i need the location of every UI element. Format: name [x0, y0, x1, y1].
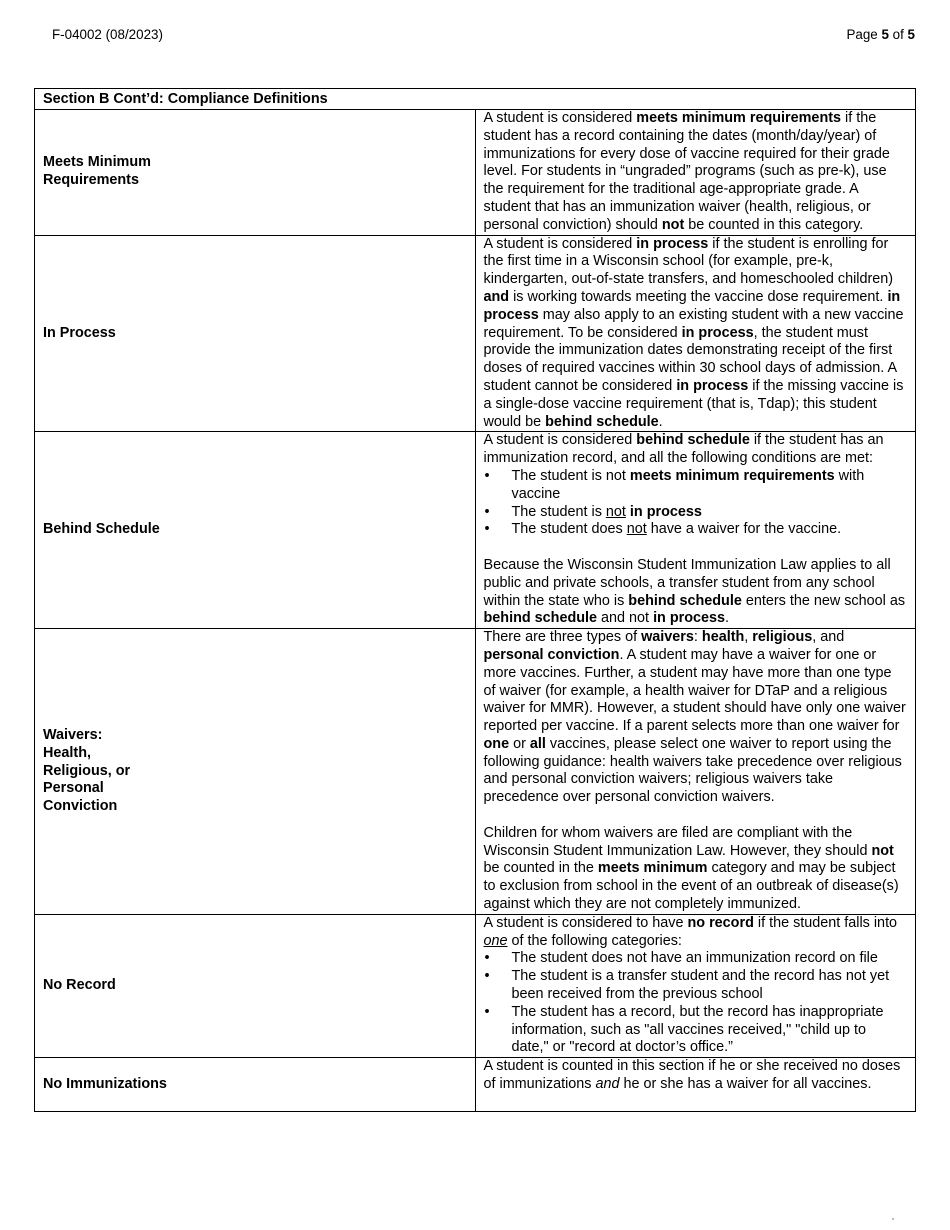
section-title-row	[35, 89, 916, 110]
list-item: • The student has a record, but the record has inappropriate information, such as "all vaccines received," "child up to date," or "record at doctor’s office.”	[484, 1004, 908, 1057]
table-row	[35, 110, 916, 236]
table-row	[35, 235, 916, 432]
definition-waivers: There are three types of waivers: health, religious, and personal conviction. A student may have a waiver for one or more vaccines. Further, a student may have more than one type of waiver (for example, a health waiver for DTaP and a religious waiver for MMR). However, a student should have only one waiver reported per vaccine. If a parent selects more than one waiver for one or all vaccines, please select one waiver to report using the following guidance: health waivers take precedence over religious and personal conviction waivers; religious waivers take precedence over personal conviction waivers. Children for whom waivers are filed are compliant with the Wisconsin Student Immunization Law. However, they should not be counted in the meets minimum category and may be subject to exclusion from school in the event of an outbreak of disease(s) against which they are not completely immunized.	[475, 629, 916, 915]
table-row	[35, 914, 916, 1057]
term-behind-schedule: Behind Schedule	[35, 432, 476, 629]
term-in-process: In Process	[35, 235, 476, 432]
section-title: Section B Cont’d: Compliance Definitions	[35, 89, 916, 110]
list-item: • The student is a transfer student and the record has not yet been received from the previous school	[484, 968, 908, 1004]
form-id: F-04002 (08/2023)	[52, 27, 163, 42]
definition-in-process: A student is considered in process if the student is enrolling for the first time in a Wisconsin school (for example, pre-k, kindergarten, out-of-state transfers, and homeschooled children) and is working towards meeting the vaccine dose requirement. in process may also apply to an existing student with a new vaccine requirement. To be considered in process, the student must provide the immunization dates demonstrating receipt of the first doses of required vaccines within 30 school days of admission. A student cannot be considered in process if the missing vaccine is a single-dose vaccine requirement (that is, Tdap); this student would be behind schedule.	[475, 235, 916, 432]
list-item: • The student does not have a waiver for the vaccine.	[484, 521, 908, 539]
definition-meets-minimum: A student is considered meets minimum requirements if the student has a record containing the dates (month/day/year) of immunizations for every dose of vaccine required for their grade level. For students in “ungraded” programs (such as pre-k), use the requirement for the traditional age-appropriate grade. A student that has an immunization waiver (health, religious, or personal conviction) should not be counted in this category.	[475, 110, 916, 236]
table-row	[35, 432, 916, 629]
definition-behind-schedule: A student is considered behind schedule if the student has an immunization record, and all the following conditions are met: • The student is not meets minimum requirements with vaccine • The student is not in process • The student does not have a waiver for the vaccine. Because the Wisconsin Student Immunization Law applies to all public and private schools, a transfer student from any school within the state who is behind schedule enters the new school as behind schedule and not in process.	[475, 432, 916, 629]
term-no-record: No Record	[35, 914, 476, 1057]
page-number: Page 5 of 5	[846, 27, 915, 42]
table-row	[35, 1058, 916, 1112]
term-waivers: Waivers: Health, Religious, or Personal Conviction	[35, 629, 476, 915]
compliance-definitions-table	[34, 88, 916, 1112]
definition-no-immunizations: A student is counted in this section if he or she received no doses of immunizations and he or she has a waiver for all vaccines.	[475, 1058, 916, 1112]
list-item: • The student is not meets minimum requirements with vaccine	[484, 468, 908, 504]
term-no-immunizations: No Immunizations	[35, 1058, 476, 1112]
list-item: • The student does not have an immunization record on file	[484, 950, 908, 968]
table-row	[35, 629, 916, 915]
definition-no-record: A student is considered to have no record if the student falls into one of the following categories: • The student does not have an immunization record on file • The student is a transfer student and the record has not yet been received from the previous school • The student has a record, but the record has inappropriate information, such as "all vaccines received," "child up to date," or "record at doctor’s office.”	[475, 914, 916, 1057]
no-record-categories	[484, 950, 908, 1057]
behind-schedule-conditions	[484, 468, 908, 539]
scan-speck	[892, 1218, 894, 1220]
term-meets-minimum: Meets Minimum Requirements	[35, 110, 476, 236]
list-item: • The student is not in process	[484, 504, 908, 522]
